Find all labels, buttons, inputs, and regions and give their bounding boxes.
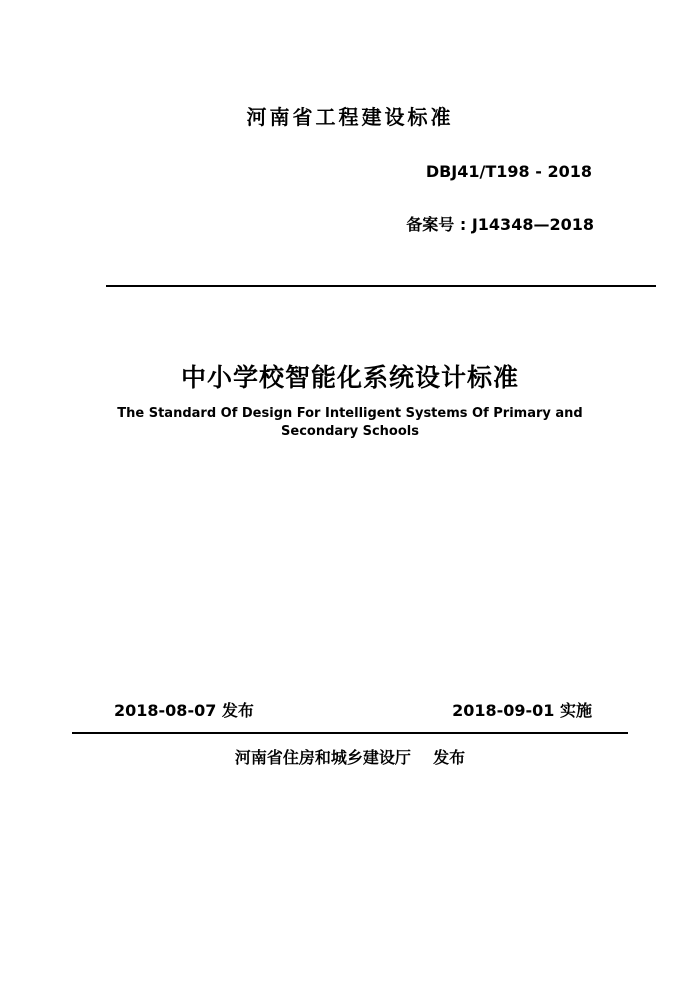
series-title: 河南省工程建设标准 [246,105,454,129]
publisher: 河南省住房和城乡建设厅 发布 [234,748,466,767]
record-number: 备案号 : J14348—2018 [406,215,594,234]
document-title-english [100,405,600,441]
english-title-line-2: Secondary Schools [281,424,419,439]
standard-code: DBJ41/T198 - 2018 [425,162,592,181]
top-divider [106,285,656,287]
implementation-date: 2018-09-01 实施 [452,701,592,720]
issue-date: 2018-08-07 发布 [114,701,254,720]
english-title-line-1: The Standard Of Design For Intelligent Systems Of Primary and [117,406,583,421]
document-title-chinese: 中小学校智能化系统设计标准 [180,363,519,392]
bottom-divider [72,732,628,734]
